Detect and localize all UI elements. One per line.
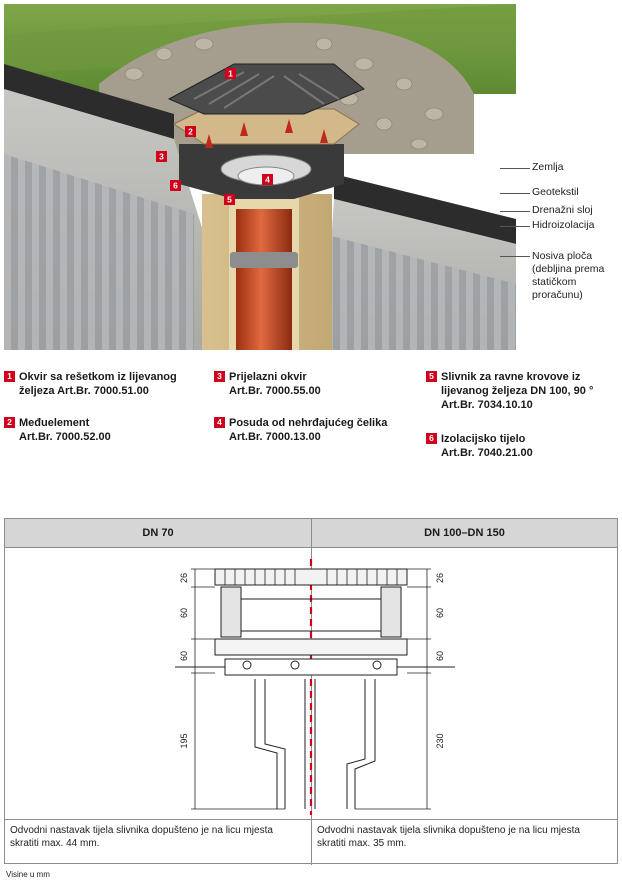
part-3: 3 Prijelazni okvir Art.Br. 7000.55.00	[214, 370, 414, 398]
part-4: 4 Posuda od nehrđajućeg čelika Art.Br. 7000.13.00	[214, 416, 414, 444]
marker-5	[224, 194, 235, 205]
marker-3	[156, 151, 167, 162]
leader-nosiva	[500, 256, 530, 257]
header-dn100-150: DN 100–DN 150	[312, 519, 617, 548]
svg-text:1: 1	[228, 68, 233, 79]
svg-text:6: 6	[173, 180, 178, 191]
label-hidroizolacija: Hidroizolacija	[532, 219, 595, 231]
label-geotekstil: Geotekstil	[532, 186, 579, 198]
leader-zemlja	[500, 168, 530, 169]
svg-text:5: 5	[227, 194, 232, 205]
part-1: 1 Okvir sa rešetkom iz lijevanog željeza Art.Br. 7000.51.00	[4, 370, 204, 398]
roof-drain-cutaway-illustration	[4, 4, 516, 350]
marker-4	[262, 174, 273, 185]
label-drenazni-sloj: Drenažni sloj	[532, 204, 593, 216]
footnote-units: Visine u mm	[6, 870, 50, 879]
svg-text:4: 4	[265, 174, 270, 185]
header-dn70: DN 70	[5, 519, 311, 548]
notes-divider	[5, 819, 617, 820]
dim-left-60a: 60	[179, 607, 189, 619]
note-dn100-150: Odvodni nastavak tijela slivnika dopušteno je na licu mjesta skratiti max. 35 mm.	[317, 825, 580, 849]
dim-left-26: 26	[179, 572, 189, 584]
dim-left-60b: 60	[179, 650, 189, 662]
dim-left-195: 195	[179, 733, 189, 749]
svg-text:2: 2	[188, 126, 193, 137]
part-5: 5 Slivnik za ravne krovove iz lijevanog željeza DN 100, 90 ° Art.Br. 7034.10.10	[426, 370, 618, 412]
svg-text:3: 3	[159, 151, 164, 162]
leader-geotekstil	[500, 193, 530, 194]
note-dn70: Odvodni nastavak tijela slivnika dopušteno je na licu mjesta skratiti max. 44 mm.	[10, 825, 273, 849]
leader-drenazni	[500, 211, 530, 212]
label-nosiva-ploca: Nosiva ploča (debljina prema statičkom proračunu)	[532, 250, 605, 301]
dim-right-60b: 60	[435, 650, 445, 662]
marker-6	[170, 180, 181, 191]
dimension-table	[4, 518, 618, 864]
marker-2	[185, 126, 196, 137]
marker-1	[225, 68, 236, 79]
dim-right-230: 230	[435, 733, 445, 749]
part-6: 6 Izolacijsko tijelo Art.Br. 7040.21.00	[426, 432, 618, 460]
cross-section-drawing	[155, 559, 475, 815]
label-zemlja: Zemlja	[532, 161, 564, 173]
leader-hidro	[500, 226, 530, 227]
dim-right-60a: 60	[435, 607, 445, 619]
dim-right-26: 26	[435, 572, 445, 584]
part-2: 2 Međuelement Art.Br. 7000.52.00	[4, 416, 204, 444]
